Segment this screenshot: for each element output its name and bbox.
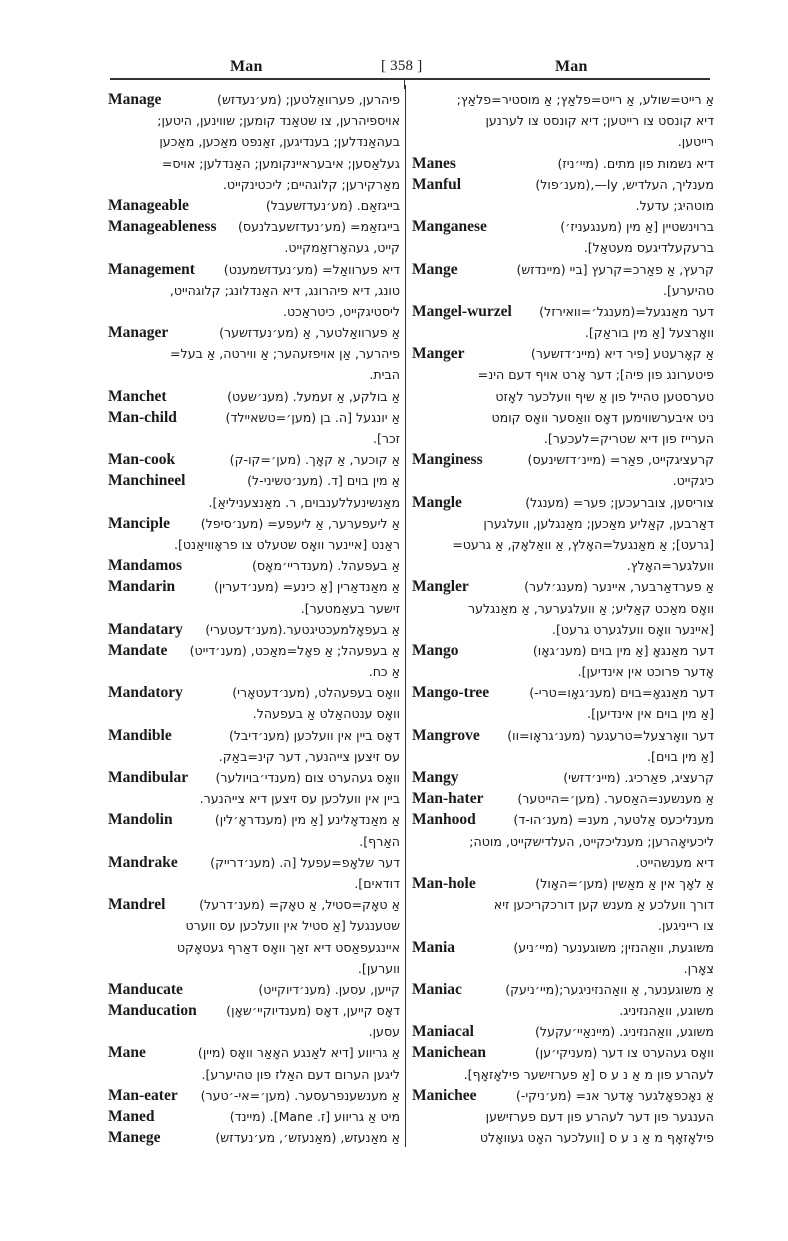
dictionary-entry-line xyxy=(412,343,714,364)
definition-continuation-line xyxy=(108,174,400,195)
definition-text: אַ פערוואַלטער, אַ (מע׳נעדזשער) xyxy=(219,325,400,341)
definition-continuation-line xyxy=(108,915,400,936)
definition-text: ליגען הערום דעם האַלז פון טהיערע]. xyxy=(201,1066,400,1082)
definition-text: דיא מענשהייט. xyxy=(635,854,714,870)
definition-continuation-line xyxy=(108,788,400,809)
headword: Mane xyxy=(108,1044,146,1062)
dictionary-entry-line xyxy=(108,1042,400,1063)
dictionary-entry-line xyxy=(412,873,714,894)
dictionary-entry-line xyxy=(108,216,400,237)
definition-continuation-line xyxy=(108,110,400,131)
definition-continuation-line xyxy=(412,428,714,449)
definition-continuation-line xyxy=(412,1106,714,1127)
headword: Mangle xyxy=(412,493,462,511)
dictionary-entry-line xyxy=(108,407,400,428)
column-divider xyxy=(405,85,406,1147)
definition-text: איינגעפאַסט דיא זאַך וואָס דאַרף געטאָקט xyxy=(176,939,400,955)
definition-text: דורך וועלכע אַ מענש קען דורכקריכען זיא xyxy=(493,897,714,913)
definition-text: ברוינשטיין [אַ מין (מענגעניז׳) xyxy=(560,219,714,235)
definition-text: מענליכעס אַלטער, מענ= (מענ׳הו-ד) xyxy=(513,812,714,828)
guide-word-left: Man xyxy=(230,58,263,75)
headword: Man-child xyxy=(108,408,177,426)
definition-text: דער מאַנגעל=(מענגל׳=וואירזל) xyxy=(539,303,714,319)
definition-text: ברעקעלדיגעס מעטאַל]. xyxy=(583,240,714,256)
definition-text: אַ לאָך אין אַ מאַשין (מען׳=האָול) xyxy=(535,875,714,891)
definition-text: צאָרן. xyxy=(683,960,714,976)
headword: Mandatary xyxy=(108,620,183,638)
dictionary-entry-line xyxy=(412,301,714,322)
headword: Mandolin xyxy=(108,811,173,829)
definition-text: וואָרצעל [אַ מין בוראַק]. xyxy=(584,325,714,341)
definition-text: לעהרע פון מ אַ נ ע ס [אַ פערזישער פילאָזאָף]. xyxy=(463,1066,714,1082)
headword: Management xyxy=(108,260,195,278)
headword: Mandarin xyxy=(108,578,176,596)
definition-text: וואָס בעפעהלט, (מענ׳דעטאָרי) xyxy=(232,685,400,701)
definition-text: אַ בולקע, אַ זעמעל. (מענ׳שעט) xyxy=(227,388,400,404)
definition-continuation-line xyxy=(108,937,400,958)
definition-continuation-line xyxy=(412,470,714,491)
definition-continuation-line xyxy=(412,703,714,724)
dictionary-entry-line xyxy=(108,513,400,534)
dictionary-entry-line xyxy=(108,640,400,661)
definition-text: בעהאַנדלען; בענדיגען, זאַנפט מאַכען, מאַכען xyxy=(159,134,400,150)
definition-continuation-line xyxy=(108,703,400,724)
definition-text: עסען. xyxy=(368,1024,400,1040)
headword: Man-eater xyxy=(108,1086,178,1104)
definition-text: מאַנשינעללענבוים, ר. מאַנצעניליאַ]. xyxy=(208,494,400,510)
dictionary-entry-line xyxy=(108,1000,400,1021)
dictionary-entry-line xyxy=(108,386,400,407)
definition-text: אַ מין בוים [ד. (מענ׳טשיני-ל) xyxy=(247,473,400,489)
definition-continuation-line xyxy=(108,1064,400,1085)
definition-text: מוטהיג; עדעל. xyxy=(635,197,714,213)
definition-text: אַ בעפעהל; אַ פאָל=מאַכט, (מענ׳דייט) xyxy=(189,642,400,658)
definition-continuation-line xyxy=(108,873,400,894)
definition-text: דאָס קייען, דאָס (מענדיוקיי׳שאָן) xyxy=(226,1003,400,1019)
definition-text: רייטען. xyxy=(677,134,714,150)
definition-text: דיא קונסט צו רייטען; דיא קונסט צו לערנען xyxy=(485,113,714,129)
definition-continuation-line xyxy=(412,915,714,936)
dictionary-entry-line xyxy=(412,216,714,237)
definition-text: משוגע, וואַהנזיניג. (מיינאַיי׳עקעל) xyxy=(535,1024,714,1040)
definition-text: משוגעת, וואַהנזין; משוגענער (מיי׳ניע) xyxy=(513,939,714,955)
headword: Manful xyxy=(412,175,462,193)
definition-text: ווערען]. xyxy=(357,960,400,976)
definition-text: אַ כח. xyxy=(368,664,400,680)
definition-continuation-line xyxy=(412,1000,714,1021)
definition-continuation-line xyxy=(412,661,714,682)
definition-continuation-line xyxy=(412,746,714,767)
headword: Manes xyxy=(412,154,456,172)
headword: Mandibular xyxy=(108,769,189,786)
dictionary-entry-line xyxy=(412,788,714,809)
definition-text: מאַרקירען; קלוגהיים; ליכטינקייט. xyxy=(222,176,400,192)
definition-text: שטענגעל [אַ סטיל אין וועלכען עס ווערט xyxy=(185,918,400,934)
headword: Mangrove xyxy=(412,726,480,744)
headword: Manager xyxy=(108,324,169,342)
dictionary-entry-line xyxy=(108,852,400,873)
definition-continuation-line xyxy=(108,428,400,449)
definition-continuation-line xyxy=(412,195,714,216)
headword: Mangel-wurzel xyxy=(412,302,512,320)
dictionary-entry-line xyxy=(108,195,400,216)
headword: Maniacal xyxy=(412,1023,474,1041)
headword: Maniac xyxy=(412,980,462,998)
definition-text: אַ טאָק=סטיל, אַ טאָק= (מענ׳דרעל) xyxy=(199,897,400,913)
headword: Mandate xyxy=(108,641,168,659)
definition-text: צו רייניגען. xyxy=(657,918,714,934)
dictionary-entry-line xyxy=(412,979,714,1000)
definition-text: וואָס מאַכט קאַליע; אַ וועלגערער, אַ מאַנגלער xyxy=(468,600,714,616)
definition-text: אַ בעפאָלמעכטיגטער.(מענ׳דעטערי) xyxy=(205,621,400,637)
definition-text: אַ ליעפערער, אַ ליעפע= (מענ׳סיפל) xyxy=(200,515,400,531)
definition-text: אַ משוגענער, אַ וואַהנזיניגער;(מיי׳ניעק) xyxy=(505,981,714,997)
definition-continuation-line xyxy=(412,534,714,555)
definition-text: דיא נשמות פון מתים. (מיי׳ניז) xyxy=(557,155,714,171)
definition-text: אַ מענשענ=האַסער. (מען׳=הייטער) xyxy=(517,791,714,807)
dictionary-entry-line xyxy=(108,767,400,788)
definition-continuation-line xyxy=(412,894,714,915)
definition-continuation-line xyxy=(108,492,400,513)
definition-text: הבית. xyxy=(369,367,400,383)
definition-continuation-line xyxy=(412,364,714,385)
headword: Mandamos xyxy=(108,557,183,575)
headword: Manege xyxy=(108,1129,161,1147)
definition-text: עס זיצען צייהנער, דער קינ=באַק. xyxy=(218,748,400,764)
dictionary-entry-line xyxy=(108,894,400,915)
definition-text: פיטערונג פון פיה]; דער אָרט אויף דעם הינ= xyxy=(477,367,714,383)
dictionary-entry-line xyxy=(108,725,400,746)
definition-continuation-line xyxy=(412,831,714,852)
definition-text: הערייז פון דיא שטריק=לעכער]. xyxy=(543,431,714,446)
definition-text: ניט איבערשווימען דאָס וואַסער וואָס קומט xyxy=(491,409,714,425)
definition-text: מיט אַ גריווע [ז. Mane]. (מיינד) xyxy=(229,1109,400,1124)
definition-continuation-line xyxy=(108,1021,400,1042)
definition-text: דודאים]. xyxy=(354,875,400,891)
definition-continuation-line xyxy=(108,280,400,301)
definition-text: ליסטיגקייט, כיטראַכט. xyxy=(282,303,400,319)
definition-text: כיגקייט. xyxy=(672,473,714,489)
page-number: [ 358 ] xyxy=(381,58,423,74)
definition-continuation-line xyxy=(108,153,400,174)
definition-text: פיהרער, אַן אויפזעהער; אַ ווירטה, אַ בעל= xyxy=(169,346,400,362)
dictionary-entry-line xyxy=(108,576,400,597)
definition-text: אַ רייט=שולע, אַ רייט=פלאַץ; אַ מוסטיר=פלאַץ; xyxy=(456,92,714,107)
definition-continuation-line xyxy=(412,1127,714,1148)
headword: Mania xyxy=(412,938,456,956)
dictionary-entry-line xyxy=(412,682,714,703)
definition-text: אָדער פרוכט אין אינדיען]. xyxy=(577,664,714,680)
definition-text: דער מאַנגאָ=בוים (מענ׳גאָו=טרי-) xyxy=(529,685,714,701)
definition-text: [גרעט]; אַ מאַנגעל=האָלץ, אַ וואַלאָק, אַ גרעט= xyxy=(452,536,714,552)
dictionary-entry-line xyxy=(108,89,400,110)
headword: Manginess xyxy=(412,451,483,469)
dictionary-entry-line xyxy=(412,767,714,788)
dictionary-entry-line xyxy=(108,619,400,640)
definition-text: אַ בעפעהל. (מענדריי׳מאָס) xyxy=(251,558,400,574)
definition-text: קרעץ, אַ פאַרכ=קרעץ [ביי (מיינדזש) xyxy=(516,261,714,277)
definition-continuation-line xyxy=(108,746,400,767)
definition-continuation-line xyxy=(108,131,400,152)
headword: Mangler xyxy=(412,578,469,596)
dictionary-entry-line xyxy=(108,470,400,491)
definition-continuation-line xyxy=(412,958,714,979)
headword: Mango-tree xyxy=(412,684,490,702)
dictionary-entry-line xyxy=(412,1085,714,1106)
headword: Mango xyxy=(412,641,459,659)
dictionary-entry-line xyxy=(412,153,714,174)
headword: Manducate xyxy=(108,980,183,998)
definition-continuation-line xyxy=(412,407,714,428)
definition-continuation-line xyxy=(412,110,714,131)
headword: Manchineel xyxy=(108,472,186,490)
headword: Mange xyxy=(412,260,458,278)
definition-text: דאַרבען, קאַליע מאַכען; מאַנגלען, וועלגערן xyxy=(483,515,714,531)
definition-continuation-line xyxy=(108,598,400,619)
dictionary-entry-line xyxy=(108,449,400,470)
definition-text: הענגער פון דער לעהרע פון דעם פערזישען xyxy=(485,1109,714,1124)
dictionary-entry-line xyxy=(108,259,400,280)
definition-continuation-line xyxy=(412,131,714,152)
definition-text: ראַנט [איינער וואָס שטעלט צו פראָוויאַנט]. xyxy=(173,536,400,552)
definition-text: דיא פערוואַל= (מע׳נעדזשמענט) xyxy=(223,261,400,277)
definition-continuation-line xyxy=(412,513,714,534)
definition-continuation-line xyxy=(108,343,400,364)
definition-text: ביין אין וועלכען עס זיצען דיא צייהנער. xyxy=(199,791,400,807)
definition-continuation-line xyxy=(412,89,714,110)
headword: Manducation xyxy=(108,1002,197,1020)
dictionary-entry-line xyxy=(412,1042,714,1063)
definition-text: טונג, דיא פיהרונג, דיא האַנדלונג; קלוגהייט, xyxy=(169,282,400,298)
definition-text: בייגזאַמ= (מע׳נעדזשעבלנעס) xyxy=(238,219,400,235)
definition-text: וואָס געהערט צום (מענדי׳בויולער) xyxy=(215,770,400,785)
headword: Mandatory xyxy=(108,684,183,702)
definition-text: אַ קוכער, אַ קאָך. (מען׳=קו-ק) xyxy=(229,452,400,468)
dictionary-entry-line xyxy=(412,174,714,195)
definition-text: מענליך, העלדיש, ly—,(מענ׳פול) xyxy=(535,176,714,192)
headword: Manciple xyxy=(108,514,170,532)
definition-text: צוריסען, צוברעכען; פער= (מענגל) xyxy=(525,494,714,510)
headword: Manage xyxy=(108,91,162,108)
definition-text: דער שלאָפ=עפעל [ה. (מענ׳דרייק) xyxy=(210,854,400,870)
definition-continuation-line xyxy=(412,852,714,873)
dictionary-entry-line xyxy=(108,809,400,830)
definition-text: אַ מאַנעזש, (מאַנעזש׳, מע׳נעדזש) xyxy=(215,1130,400,1146)
headword: Manichee xyxy=(412,1086,477,1104)
definition-text: [איינער וואָס וועלגערט גרעט]. xyxy=(552,621,714,637)
headword: Manichean xyxy=(412,1044,487,1062)
dictionary-entry-line xyxy=(108,322,400,343)
dictionary-entry-line xyxy=(412,576,714,597)
definition-text: אַ נאָכפאָלגער אָדער אנ= (מע׳ניקי-) xyxy=(515,1087,714,1103)
left-column xyxy=(108,89,400,1148)
headword: Man-hater xyxy=(412,790,484,808)
dictionary-entry-line xyxy=(412,1021,714,1042)
definition-text: געלאַסען; איבעראיינקומען; האַנדלען; אויס= xyxy=(161,155,400,171)
dictionary-entry-line xyxy=(412,259,714,280)
headword: Manageable xyxy=(108,196,189,214)
header-rule xyxy=(110,78,710,80)
definition-continuation-line xyxy=(108,534,400,555)
definition-text: וואָס געהערט צו דער (מעניקי׳ען) xyxy=(534,1045,714,1061)
dictionary-entry-line xyxy=(412,640,714,661)
definition-text: טערסטען טהייל פון אַ שיף וועלכער לאָזט xyxy=(495,388,714,404)
headword: Man-cook xyxy=(108,451,176,469)
headword: Manageableness xyxy=(108,218,217,236)
definition-continuation-line xyxy=(412,386,714,407)
guide-word-right: Man xyxy=(555,58,588,75)
definition-text: זישער בעאַמטער]. xyxy=(300,600,400,616)
definition-text: וואָס ענטהאַלט אַ בעפעהל. xyxy=(252,706,400,722)
headword: Mandible xyxy=(108,726,172,744)
headword: Mangy xyxy=(412,769,459,786)
dictionary-entry-line xyxy=(108,1106,400,1127)
definition-text: אַ מאַנדאָלינע [אַ מין (מענדראָ׳לין) xyxy=(214,812,400,828)
definition-continuation-line xyxy=(108,661,400,682)
definition-text: קרעציגקייט, פאַר= (מיינ׳דזשינעס) xyxy=(527,452,714,468)
definition-text: אַ קאָרעטע [פיר דיא (מיינ׳דזשער) xyxy=(530,346,714,362)
definition-continuation-line xyxy=(108,301,400,322)
dictionary-entry-line xyxy=(108,1127,400,1148)
definition-text: [אַ מין בוים אין אינדיען]. xyxy=(587,706,714,722)
dictionary-entry-line xyxy=(108,979,400,1000)
definition-text: פילאָזאָף מ אַ נ ע ס [וועלכער האָט געוואָלט xyxy=(479,1130,714,1146)
definition-text: דאָס ביין אין וועלכען (מענ׳דיבל) xyxy=(228,727,400,743)
definition-text: אויספיהרען, צו שטאַנד קומען; שווינען, היטען; xyxy=(157,113,400,129)
definition-text: אַ מענשענפרעסער. (מען׳=אי-׳טער) xyxy=(200,1087,400,1103)
dictionary-entry-line xyxy=(108,555,400,576)
definition-text: אַ גריווע [דיא לאַנגע האָאַר וואָס (מיין) xyxy=(197,1045,400,1061)
headword: Manger xyxy=(412,345,465,363)
definition-text: פיהרען, פערוואַלטען; (מע׳נעדזש) xyxy=(217,92,400,107)
definition-text: קייט, געהאָרזאַמקייט. xyxy=(284,240,400,256)
dictionary-entry-line xyxy=(412,492,714,513)
definition-continuation-line xyxy=(412,555,714,576)
definition-text: אַ פערדאַרבער, איינער (מענג׳לער) xyxy=(524,579,714,595)
definition-continuation-line xyxy=(108,958,400,979)
definition-text: בייגזאַם. (מע׳נעדזשעבל) xyxy=(265,197,400,213)
dictionary-entry-line xyxy=(108,682,400,703)
headword: Man-hole xyxy=(412,874,476,892)
right-column xyxy=(412,89,714,1148)
definition-text: דער מאַנגאָ [אַ מין בוים (מענ׳גאָו) xyxy=(532,642,714,658)
definition-text: [אַ מין בוים]. xyxy=(647,748,714,764)
definition-continuation-line xyxy=(412,619,714,640)
definition-text: אַ יונגעל [ה. בן (מען׳=טשאיילד) xyxy=(225,409,400,425)
definition-text: וועלגער=האָלץ. xyxy=(626,558,714,574)
definition-text: זכר]. xyxy=(372,431,400,446)
headword: Manganese xyxy=(412,218,487,236)
definition-text: האַרף]. xyxy=(359,833,400,849)
definition-text: קייען, עסען. (מענ׳דיוקייט) xyxy=(258,981,400,997)
headword: Manchet xyxy=(108,387,167,405)
definition-continuation-line xyxy=(412,598,714,619)
dictionary-entry-line xyxy=(412,449,714,470)
dictionary-entry-line xyxy=(412,725,714,746)
headword: Manhood xyxy=(412,811,476,829)
definition-continuation-line xyxy=(108,831,400,852)
definition-text: אַ מאַנדאַרין [אַ כינע= (מענ׳דערין) xyxy=(213,579,400,595)
dictionary-entry-line xyxy=(108,1085,400,1106)
definition-text: דער וואָרצעל=טרעגער (מענ׳גראָו=וו) xyxy=(507,727,714,743)
definition-text: טהיערע]. xyxy=(662,282,714,298)
headword: Mandrel xyxy=(108,896,166,914)
definition-text: קרעציג, פאַרכיג. (מיינ׳דזשי) xyxy=(563,770,714,785)
dictionary-entry-line xyxy=(412,937,714,958)
dictionary-entry-line xyxy=(412,809,714,830)
definition-continuation-line xyxy=(412,237,714,258)
definition-text: משוגע, וואַהנזיניג. xyxy=(619,1003,714,1019)
definition-continuation-line xyxy=(108,364,400,385)
definition-continuation-line xyxy=(412,280,714,301)
definition-continuation-line xyxy=(412,322,714,343)
definition-text: ליכעיאָהרען; מענליכקייט, העלדישקייט, מוטה; xyxy=(469,833,714,849)
definition-continuation-line xyxy=(412,1064,714,1085)
definition-continuation-line xyxy=(108,237,400,258)
headword: Maned xyxy=(108,1108,155,1125)
headword: Mandrake xyxy=(108,853,178,871)
